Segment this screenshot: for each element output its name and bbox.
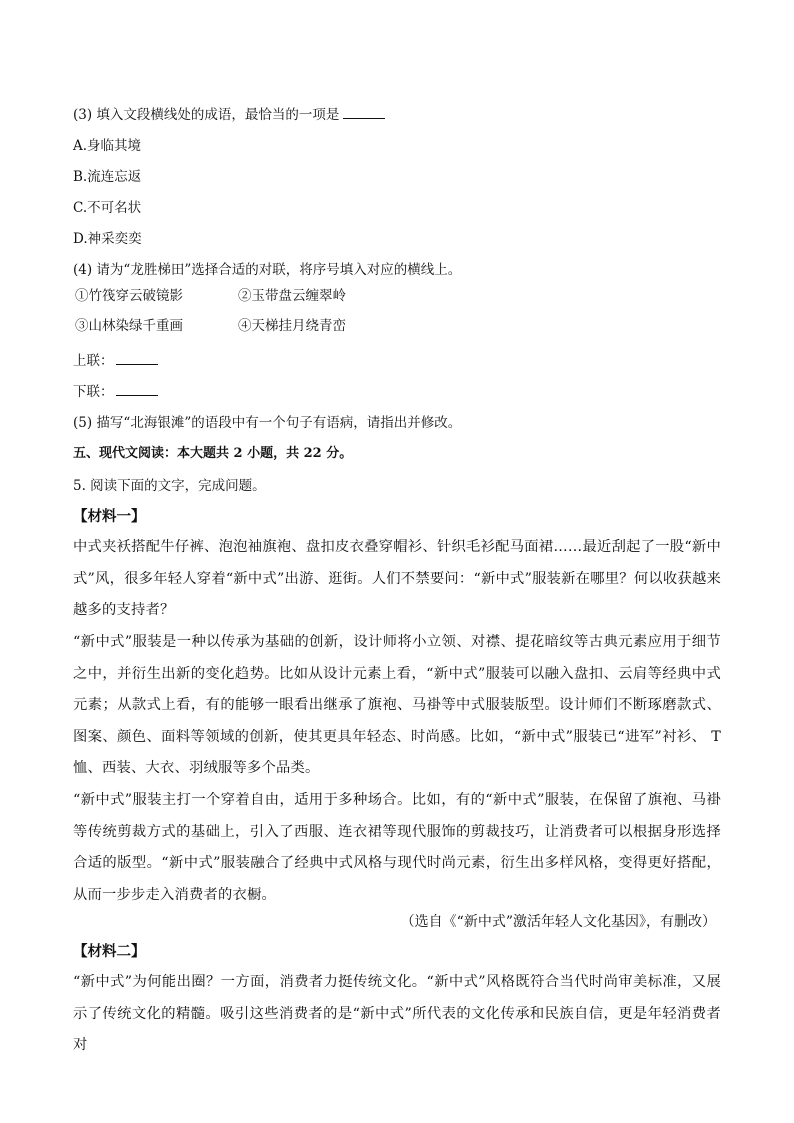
question-3 [73, 106, 385, 124]
material-1-paragraph-3: “新中式”服装主打一个穿着自由，适用于多种场合。比如，有的“新中式”服装，在保留了旗袍、马褂等传统剪裁方式的基础上，引入了西服、连衣裙等现代服饰的剪裁技巧，让消费者可以根据身形选择合适的版型。“新中式”服装融合了经典中式风格与现代时尚元素，衍生出多样风格，变得更好搭配，从而一步步走入消费者的衣橱。 [73, 792, 721, 903]
upper-label: 上联： [73, 353, 114, 369]
upper-blank [116, 352, 158, 365]
material-1-title: 【材料一】 [73, 508, 146, 525]
couplet-4: ④天梯挂月绕青峦 [238, 318, 346, 334]
material-1-paragraph-1: 中式夹袄搭配牛仔裤、泡泡袖旗袍、盘扣皮衣叠穿帽衫、针织毛衫配马面裙……最近刮起了一股“新中式”风，很多年轻人穿着“新中式”出游、逛街。人们不禁要问：“新中式”服装新在哪里？何以收获越来越多的支持者？ [73, 539, 721, 618]
couplet-2: ②玉带盘云缠翠岭 [238, 288, 346, 304]
question-5: (5) 描写“北海银滩”的语段中有一个句子有语病，请指出并修改。 [73, 415, 462, 431]
upper-line [73, 352, 158, 370]
couplet-1: ①竹筏穿云破镜影 [75, 288, 183, 304]
material-2-paragraph-1: “新中式”为何能出圈？一方面，消费者力挺传统文化。“新中式”风格既符合当代时尚审美标准，又展示了传统文化的精髓。吸引这些消费者的是“新中式”所代表的文化传承和民族自信，更是年轻消费者对 [73, 974, 721, 1053]
answer-blank [343, 106, 385, 119]
option-b: B.流连忘返 [73, 169, 142, 185]
section-heading: 五、现代文阅读：本大题共 2 小题，共 22 分。 [73, 446, 353, 461]
lower-label: 下联： [73, 384, 114, 400]
material-1-source: （选自《“新中式”激活年轻人文化基因》，有删改） [400, 914, 716, 930]
lower-line [73, 383, 158, 401]
question-4: (4) 请为“龙胜梯田”选择合适的对联，将序号填入对应的横线上。 [73, 262, 462, 278]
option-a: A.身临其境 [73, 138, 142, 154]
reading-instruction: 5. 阅读下面的文字，完成问题。 [73, 478, 266, 494]
question-3-text: (3) 填入文段横线处的成语，最恰当的一项是 [73, 107, 340, 123]
option-d: D.神采奕奕 [73, 231, 142, 247]
material-1-paragraph-2: “新中式”服装是一种以传承为基础的创新，设计师将小立领、对襟、提花暗纹等古典元素应用于细节之中，并衍生出新的变化趋势。比如从设计元素上看，“新中式”服装可以融入盘扣、云肩等经典中式元素；从款式上看，有的能够一眼看出继承了旗袍、马褂等中式服装版型。设计师们不断琢磨款式、图案、颜色、面料等领域的创新，使其更具年轻态、时尚感。比如，“新中式”服装已“进军”衬衫、 T恤、西装、大衣、羽绒服等多个品类。 [73, 634, 721, 776]
lower-blank [116, 383, 158, 396]
option-c: C.不可名状 [73, 200, 142, 216]
couplet-3: ③山林染绿千重画 [75, 318, 183, 334]
material-2-title: 【材料二】 [73, 943, 146, 960]
